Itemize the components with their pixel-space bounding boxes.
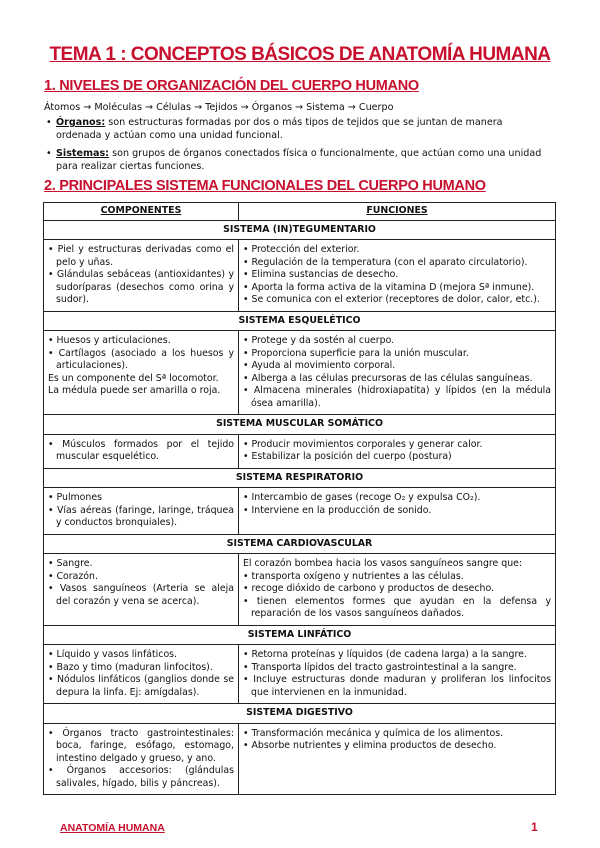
function-item: • Protección del exterior.	[243, 244, 360, 255]
table-row	[44, 488, 556, 535]
function-item: • Transformación mecánica y química de los alimentos.	[243, 727, 504, 739]
bullet-text: son estructuras formadas por dos o más tipos de tejidos que se juntan de manera	[105, 117, 503, 128]
function-item: • Regulación de la temperatura (con el aparato circulatorio).	[243, 256, 528, 268]
system-heading: SISTEMA LINFÁTICO	[44, 625, 556, 645]
function-item: • Ayuda al movimiento corporal.	[243, 360, 396, 371]
section-2-heading: 2. PRINCIPALES SISTEMA FUNCIONALES DEL CUERPO HUMANO	[44, 178, 486, 194]
bullet-cont: para realizar ciertas funciones.	[56, 161, 205, 173]
function-item: • Absorbe nutrientes y elimina productos de desecho.	[243, 740, 497, 751]
functions-cell	[239, 554, 556, 626]
functions-cell	[239, 488, 556, 535]
table-row	[44, 434, 556, 468]
components-cell	[44, 645, 239, 704]
function-item: • Elimina sustancias de desecho.	[243, 269, 399, 280]
component-item: La médula puede ser amarilla o roja.	[48, 385, 221, 396]
function-item: • Aporta la forma activa de la vitamina D (mejora Sª inmune).	[243, 281, 535, 293]
header-components: COMPONENTES	[44, 203, 239, 221]
components-cell	[44, 331, 239, 415]
components-cell	[44, 723, 239, 795]
system-heading: SISTEMA RESPIRATORIO	[44, 468, 556, 488]
table-row	[44, 554, 556, 626]
term: Órganos:	[56, 117, 106, 128]
component-item: • Huesos y articulaciones.	[48, 335, 171, 346]
functions-cell	[239, 240, 556, 312]
system-heading: SISTEMA (IN)TEGUMENTARIO	[44, 220, 556, 240]
table-row	[44, 331, 556, 415]
components-cell	[44, 434, 239, 468]
footer-label: ANATOMÍA HUMANA	[60, 822, 165, 834]
page-number: 1	[531, 820, 538, 834]
section-1-heading: 1. NIVELES DE ORGANIZACIÓN DEL CUERPO HUMANO	[44, 78, 419, 94]
function-item: • Se comunica con el exterior (receptores de dolor, calor, etc.).	[243, 294, 540, 305]
component-item: • Corazón.	[48, 570, 98, 582]
functions-cell	[239, 723, 556, 795]
component-item: • Músculos formados por el tejido muscular esquelético.	[48, 438, 234, 462]
term: Sistemas:	[56, 148, 110, 159]
component-item: • Bazo y timo (maduran linfocitos).	[48, 661, 213, 673]
bullet-text: son grupos de órganos conectados física o funcionalmente, que actúan como una unidad	[109, 148, 542, 159]
function-item: • Proporciona superficie para la unión muscular.	[243, 347, 469, 359]
component-item: • Pulmones	[48, 492, 103, 503]
function-item: • Producir movimientos corporales y generar calor.	[243, 438, 483, 450]
bullet-cont: ordenada y actúan como una unidad funcional.	[56, 130, 283, 142]
table-row	[44, 240, 556, 312]
function-item: • Alberga a las células precursoras de las células sanguíneas.	[243, 372, 533, 384]
function-item: • transporta oxígeno y nutrientes a las células.	[243, 570, 464, 582]
function-item: • tienen elementos formes que ayudan en la defensa y reparación de los vasos sanguíneos dañados.	[243, 595, 551, 619]
function-item: • Protege y da sostén al cuerpo.	[243, 335, 395, 346]
component-item: • Órganos accesorios: (glándulas salivales, hígado, bilis y páncreas).	[48, 765, 234, 789]
functions-cell	[239, 645, 556, 704]
system-heading: SISTEMA MUSCULAR SOMÁTICO	[44, 415, 556, 435]
table-row	[44, 723, 556, 795]
page-title: TEMA 1 : CONCEPTOS BÁSICOS DE ANATOMÍA HUMANA	[49, 44, 551, 65]
component-item: • Vías aéreas (faringe, laringe, tráquea y conductos bronquiales).	[48, 504, 234, 528]
bullet-sistemas: • Sistemas: son grupos de órganos conectados física o funcionalmente, que actúan como una unidad para realizar ciertas funciones.	[46, 147, 556, 173]
system-heading: SISTEMA DIGESTIVO	[44, 704, 556, 724]
header-functions: FUNCIONES	[239, 203, 556, 221]
component-item: Es un componente del Sª locomotor.	[48, 372, 219, 384]
components-cell	[44, 488, 239, 535]
function-item: • Transporta lípidos del tracto gastrointestinal a la sangre.	[243, 661, 517, 673]
systems-table	[43, 202, 556, 795]
bullet-organos: • Órganos: son estructuras formadas por dos o más tipos de tejidos que se juntan de manera ordenada y actúan como una unidad funcional.	[46, 116, 556, 142]
system-heading: SISTEMA ESQUELÉTICO	[44, 311, 556, 331]
component-item: • Nódulos linfáticos (ganglios donde se depura la linfa. Ej: amígdalas).	[48, 674, 234, 698]
function-item: • Incluye estructuras donde maduran y proliferan los linfocitos que intervienen en la inmunidad.	[243, 674, 551, 698]
organization-levels: Átomos → Moléculas → Células → Tejidos → Órganos → Sistema → Cuerpo	[44, 102, 394, 113]
functions-cell	[239, 434, 556, 468]
functions-cell	[239, 331, 556, 415]
component-item: • Órganos tracto gastrointestinales: boca, faringe, esófago, estomago, intestino delgado y grueso, y ano.	[48, 727, 234, 764]
function-item: El corazón bombea hacia los vasos sanguíneos sangre que:	[243, 558, 523, 569]
component-item: • Sangre.	[48, 558, 93, 569]
function-item: • Intercambio de gases (recoge O₂ y expulsa CO₂).	[243, 492, 481, 503]
components-cell	[44, 554, 239, 626]
function-item: • Interviene en la producción de sonido.	[243, 504, 432, 516]
components-cell	[44, 240, 239, 312]
component-item: • Líquido y vasos linfáticos.	[48, 649, 178, 660]
component-item: • Piel y estructuras derivadas como el pelo y uñas.	[48, 244, 234, 268]
function-item: • recoge dióxido de carbono y productos de desecho.	[243, 583, 495, 594]
table-row	[44, 645, 556, 704]
component-item: • Glándulas sebáceas (antioxidantes) y sudoríparas (desechos como orina y sudor).	[48, 269, 234, 305]
function-item: • Almacena minerales (hidroxiapatita) y lípidos (en la médula ósea amarilla).	[243, 385, 551, 409]
component-item: • Vasos sanguíneos (Arteria se aleja del corazón y vena se acerca).	[48, 583, 234, 607]
function-item: • Retorna proteínas y líquidos (de cadena larga) a la sangre.	[243, 649, 527, 660]
system-heading: SISTEMA CARDIOVASCULAR	[44, 534, 556, 554]
component-item: • Cartílagos (asociado a los huesos y articulaciones).	[48, 347, 234, 371]
function-item: • Estabilizar la posición del cuerpo (postura)	[243, 451, 452, 462]
